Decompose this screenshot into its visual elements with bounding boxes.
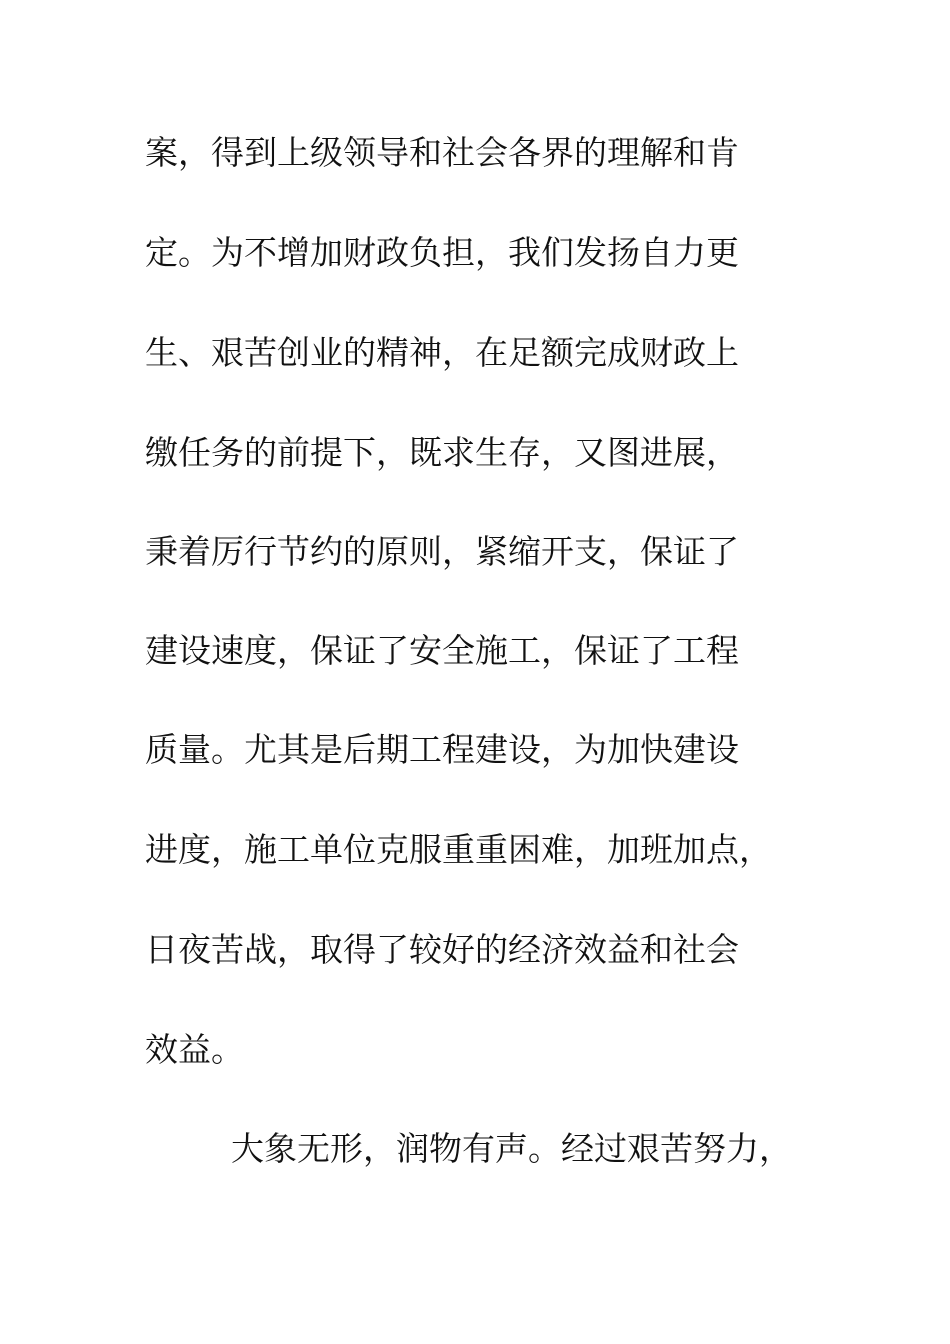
paragraph-start-line: 大象无形，润物有声。经过艰苦努力， bbox=[231, 1129, 792, 1168]
text-line: 生、艰苦创业的精神，在足额完成财政上 bbox=[145, 333, 739, 372]
text-line: 定。为不增加财政负担，我们发扬自力更 bbox=[145, 233, 739, 272]
text-line: 缴任务的前提下，既求生存，又图进展， bbox=[145, 433, 739, 472]
text-line: 建设速度，保证了安全施工，保证了工程 bbox=[145, 631, 739, 670]
text-line: 案，得到上级领导和社会各界的理解和肯 bbox=[145, 133, 739, 172]
text-line: 质量。尤其是后期工程建设，为加快建设 bbox=[145, 730, 739, 769]
text-line: 日夜苦战，取得了较好的经济效益和社会 bbox=[145, 930, 739, 969]
text-line: 进度，施工单位克服重重困难，加班加点， bbox=[145, 830, 772, 869]
text-line: 秉着厉行节约的原则，紧缩开支，保证了 bbox=[145, 532, 739, 571]
text-line: 效益。 bbox=[145, 1030, 244, 1069]
